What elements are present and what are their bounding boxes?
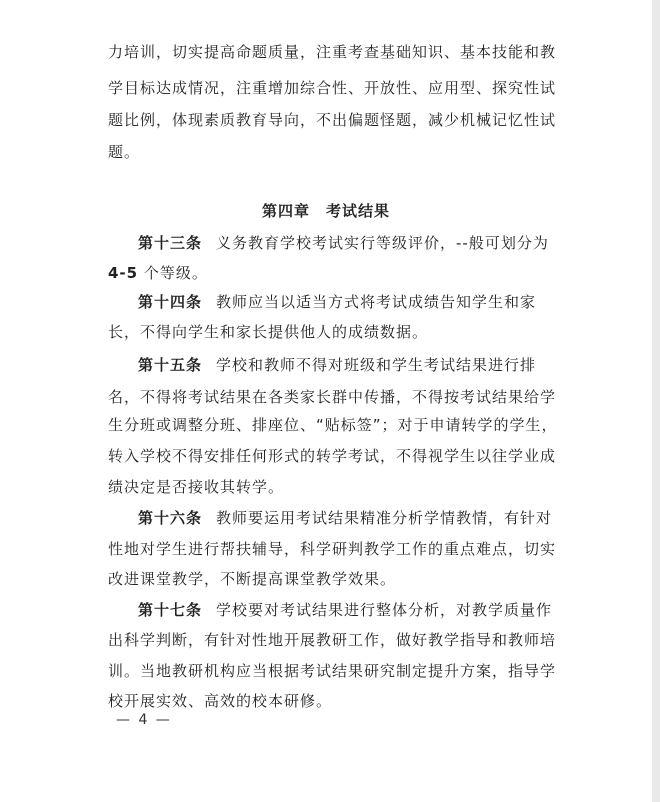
article-17-line: 校开展实效、高效的校本研修。: [108, 692, 333, 710]
article-17-line: 训。当地教研机构应当根据考试结果研究制定提升方案，指导学: [108, 662, 557, 680]
intro-line: 力培训，切实提高命题质量，注重考查基础知识、基本技能和教: [108, 43, 557, 61]
article-16-line: 性地对学生进行帮扶辅导，科学研判教学工作的重点难点，切实: [108, 540, 557, 558]
page-edge: [652, 0, 660, 802]
article-13-line: [108, 233, 552, 253]
article-number: 第十七条: [138, 601, 203, 619]
article-15-line: 名，不得将考试结果在各类家长群中传播，不得按考试结果给学: [108, 388, 557, 406]
article-number: 第十五条: [138, 356, 203, 374]
article-text: 学校要对考试结果进行整体分析，对教学质量作: [216, 601, 553, 619]
chapter-title: 第四章 考试结果: [261, 202, 390, 220]
article-14-line: [108, 292, 552, 312]
article-17-line: [108, 600, 552, 620]
page-number: — 4 —: [116, 712, 172, 728]
intro-line: 题。: [108, 143, 141, 161]
article-15-line: 绩决定是否接收其转学。: [108, 478, 285, 496]
article-14-line: 长，不得向学生和家长提供他人的成绩数据。: [108, 323, 429, 341]
intro-line: 学目标达成情况，注重增加综合性、开放性、应用型、探究性试: [108, 79, 557, 97]
intro-line: 题比例，体现素质教育导向，不出偏题怪题，减少机械记忆性试: [108, 111, 557, 129]
article-text: 教师应当以适当方式将考试成绩告知学生和家: [216, 293, 537, 311]
article-15-line: 生分班或调整分班、排座位、“贴标签”；对于申请转学的学生，: [108, 416, 558, 434]
grade-range: 4-5: [108, 264, 139, 282]
article-15-line: [108, 355, 552, 375]
article-number: 第十四条: [138, 293, 203, 311]
article-13-line: [108, 263, 552, 283]
article-text: 学校和教师不得对班级和学生考试结果进行排: [216, 356, 537, 374]
article-number: 第十三条: [138, 234, 203, 252]
article-15-line: 转入学校不得安排任何形式的转学考试，不得视学生以往学业成: [108, 447, 557, 465]
article-16-line: [108, 508, 552, 528]
article-17-line: 出科学判断，有针对性地开展教研工作，做好教学指导和教师培: [108, 631, 557, 649]
article-text: 个等级。: [143, 264, 208, 282]
article-number: 第十六条: [138, 509, 203, 527]
article-text: 教师要运用考试结果精准分析学情教情，有针对: [216, 509, 553, 527]
article-16-line: 改进课堂教学，不断提高课堂教学效果。: [108, 570, 397, 588]
article-text: 义务教育学校考试实行等级评价，--般可划分为: [216, 234, 549, 252]
